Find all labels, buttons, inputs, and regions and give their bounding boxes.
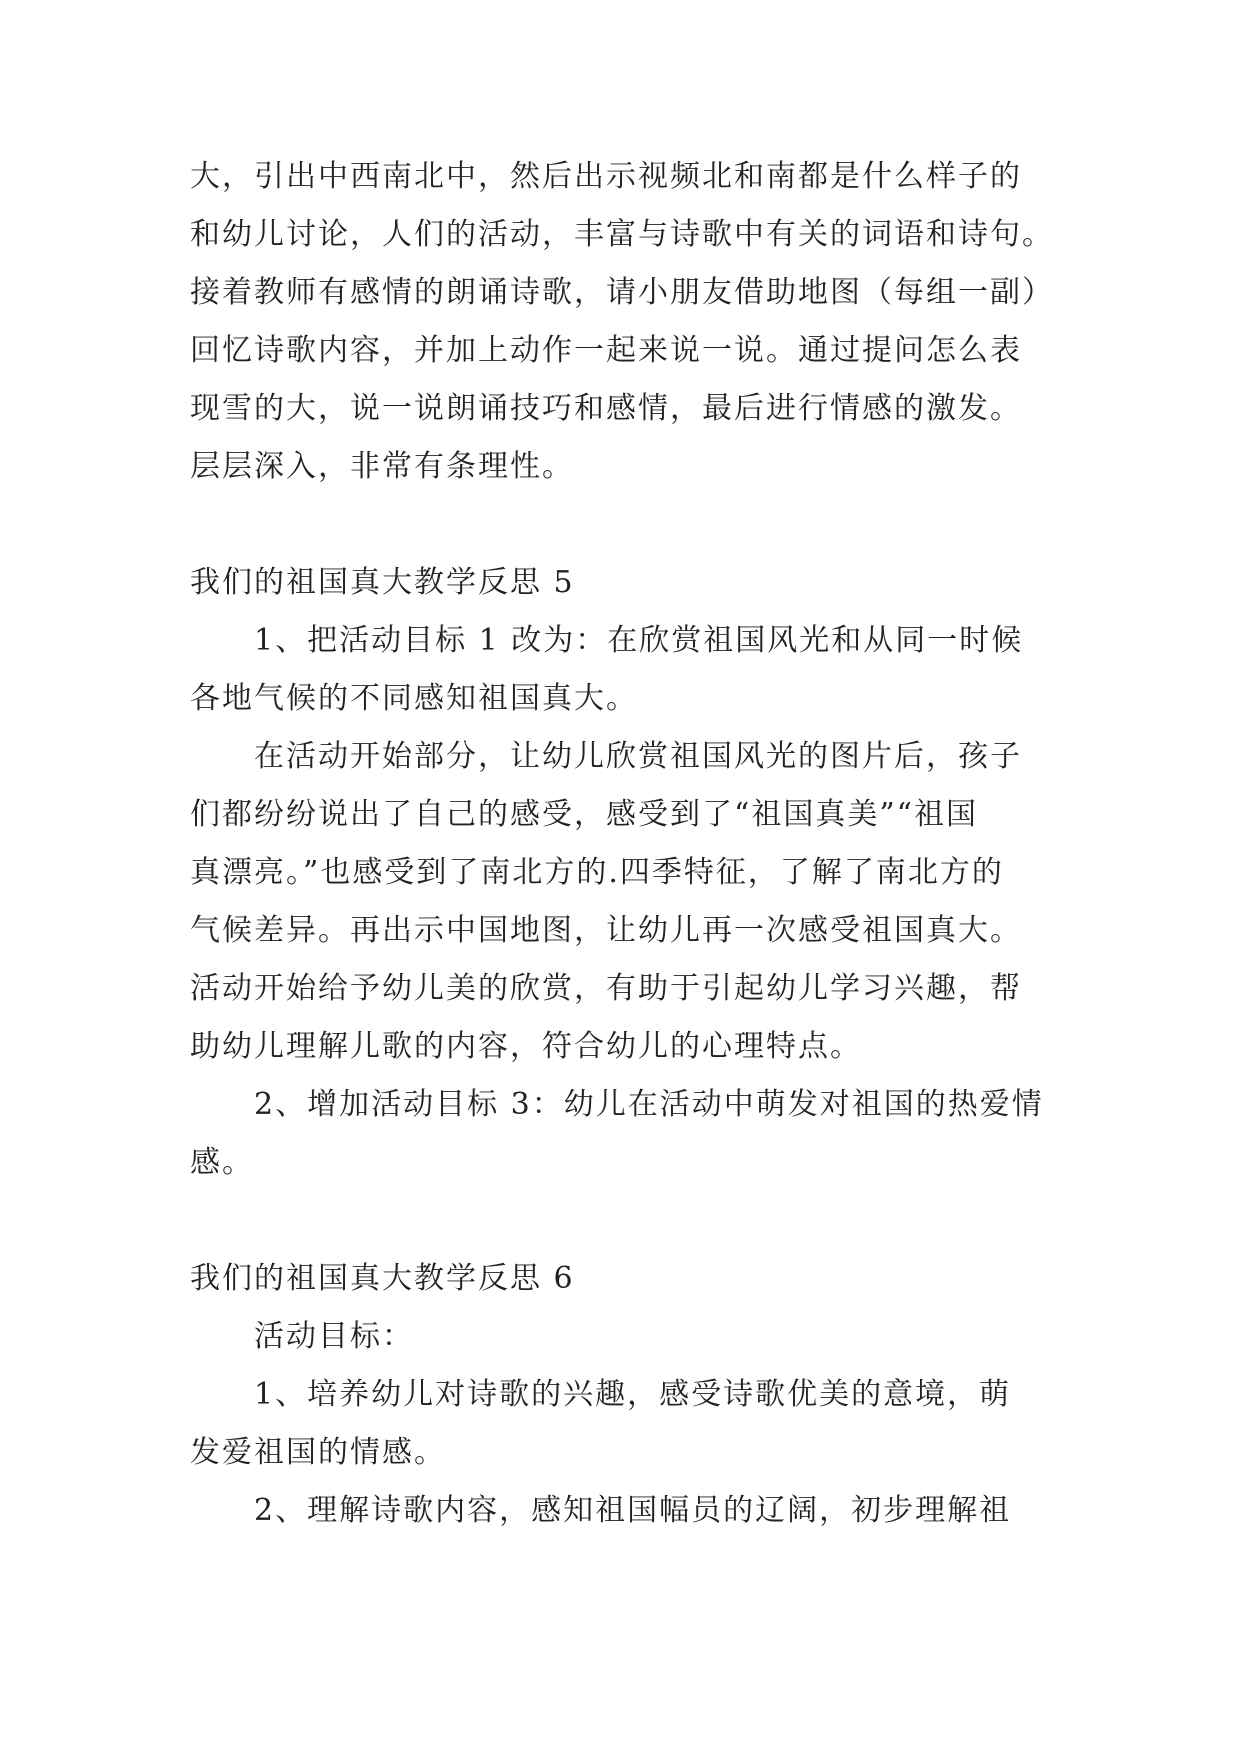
- text-line: 1、把活动目标 1 改为：在欣赏祖国风光和从同一时候: [254, 623, 1024, 658]
- text-line: 和幼儿讨论，人们的活动，丰富与诗歌中有关的词语和诗句。: [190, 217, 1054, 252]
- section-heading: 我们的祖国真大教学反思 5: [190, 565, 575, 600]
- text-line: 回忆诗歌内容，并加上动作一起来说一说。通过提问怎么表: [190, 333, 1022, 368]
- text-line: 层层深入，非常有条理性。: [190, 449, 574, 484]
- text-line: 在活动开始部分，让幼儿欣赏祖国风光的图片后，孩子: [254, 739, 1022, 774]
- paragraph: [190, 1378, 1070, 1494]
- text-line: 真漂亮。”也感受到了南北方的.四季特征，了解了南北方的: [190, 855, 1004, 890]
- text-line: 活动目标：: [254, 1319, 414, 1354]
- paragraph: [190, 160, 1070, 508]
- paragraph-gap: [190, 1204, 1070, 1262]
- text-line: 2、理解诗歌内容，感知祖国幅员的辽阔，初步理解祖: [254, 1493, 1012, 1528]
- text-line: 各地气候的不同感知祖国真大。: [190, 681, 638, 716]
- text-line: 大，引出中西南北中，然后出示视频北和南都是什么样子的: [190, 159, 1022, 194]
- paragraph-gap: [190, 508, 1070, 566]
- document-page: [190, 160, 1070, 1552]
- text-line: 1、培养幼儿对诗歌的兴趣，感受诗歌优美的意境，萌: [254, 1377, 1012, 1412]
- text-line: 感。: [190, 1145, 254, 1180]
- paragraph: [190, 740, 1070, 1088]
- text-line: 们都纷纷说出了自己的感受，感受到了“祖国真美”“祖国: [190, 797, 979, 832]
- text-line: 发爱祖国的情感。: [190, 1435, 446, 1470]
- text-line: 气候差异。再出示中国地图，让幼儿再一次感受祖国真大。: [190, 913, 1022, 948]
- paragraph: [190, 624, 1070, 740]
- text-line: 接着教师有感情的朗诵诗歌，请小朋友借助地图（每组一副）: [190, 275, 1054, 310]
- paragraph: [190, 1088, 1070, 1204]
- text-line: 助幼儿理解儿歌的内容，符合幼儿的心理特点。: [190, 1029, 862, 1064]
- section-heading: 我们的祖国真大教学反思 6: [190, 1261, 575, 1296]
- text-line: 活动开始给予幼儿美的欣赏，有助于引起幼儿学习兴趣，帮: [190, 971, 1022, 1006]
- text-line: 现雪的大，说一说朗诵技巧和感情，最后进行情感的激发。: [190, 391, 1022, 426]
- text-line: 2、增加活动目标 3：幼儿在活动中萌发对祖国的热爱情: [254, 1087, 1044, 1122]
